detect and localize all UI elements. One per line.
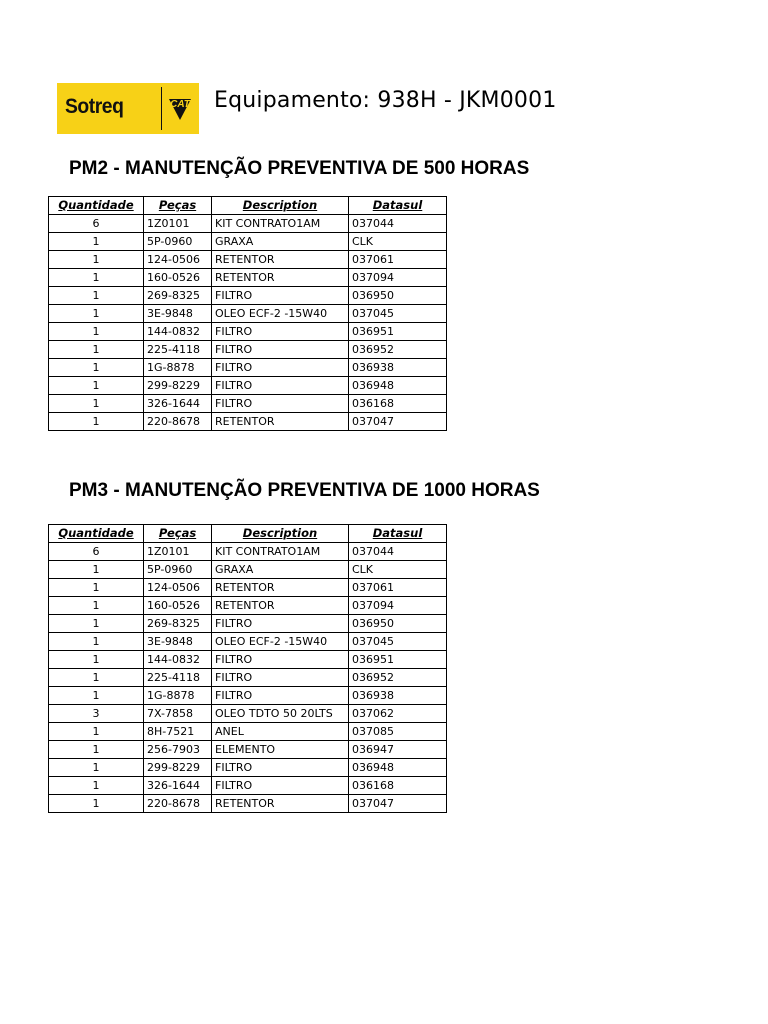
cell-datasul: CLK bbox=[349, 561, 447, 579]
table-row bbox=[49, 723, 447, 741]
cell-description: RETENTOR bbox=[212, 269, 349, 287]
cell-datasul: 037062 bbox=[349, 705, 447, 723]
table-row bbox=[49, 669, 447, 687]
cell-datasul: 037047 bbox=[349, 413, 447, 431]
header-pecas: Peças bbox=[144, 197, 212, 215]
table-row bbox=[49, 395, 447, 413]
cell-datasul: 036948 bbox=[349, 759, 447, 777]
cell-datasul: 036951 bbox=[349, 651, 447, 669]
cell-pecas: 160-0526 bbox=[144, 269, 212, 287]
header-quantidade: Quantidade bbox=[49, 525, 144, 543]
table-row bbox=[49, 741, 447, 759]
table-row bbox=[49, 233, 447, 251]
cell-description: RETENTOR bbox=[212, 251, 349, 269]
cell-pecas: 5P-0960 bbox=[144, 233, 212, 251]
cell-pecas: 299-8229 bbox=[144, 377, 212, 395]
cell-datasul: CLK bbox=[349, 233, 447, 251]
table-row bbox=[49, 633, 447, 651]
cell-datasul: 037044 bbox=[349, 215, 447, 233]
cell-description: FILTRO bbox=[212, 395, 349, 413]
pm3-parts-table bbox=[48, 524, 447, 813]
cell-pecas: 7X-7858 bbox=[144, 705, 212, 723]
table-row bbox=[49, 705, 447, 723]
table-row bbox=[49, 579, 447, 597]
pm3-title: PM3 - MANUTENÇÃO PREVENTIVA DE 1000 HORAS bbox=[69, 480, 540, 501]
cell-quantidade: 1 bbox=[49, 287, 144, 305]
cell-quantidade: 1 bbox=[49, 269, 144, 287]
cell-pecas: 269-8325 bbox=[144, 615, 212, 633]
cell-datasul: 037094 bbox=[349, 269, 447, 287]
cell-quantidade: 1 bbox=[49, 687, 144, 705]
cat-logo-icon bbox=[166, 93, 194, 123]
table-row bbox=[49, 777, 447, 795]
header-datasul: Datasul bbox=[349, 525, 447, 543]
cell-pecas: 225-4118 bbox=[144, 341, 212, 359]
cell-datasul: 036168 bbox=[349, 395, 447, 413]
cell-description: FILTRO bbox=[212, 615, 349, 633]
cell-pecas: 124-0506 bbox=[144, 579, 212, 597]
cell-quantidade: 1 bbox=[49, 305, 144, 323]
logo-divider bbox=[161, 87, 162, 130]
cell-description: GRAXA bbox=[212, 233, 349, 251]
cell-quantidade: 1 bbox=[49, 741, 144, 759]
cell-pecas: 3E-9848 bbox=[144, 633, 212, 651]
table-header-row bbox=[49, 525, 447, 543]
cell-description: RETENTOR bbox=[212, 579, 349, 597]
cell-datasul: 037085 bbox=[349, 723, 447, 741]
table-row bbox=[49, 377, 447, 395]
table-row bbox=[49, 795, 447, 813]
table-row bbox=[49, 359, 447, 377]
cell-quantidade: 1 bbox=[49, 561, 144, 579]
cell-datasul: 036938 bbox=[349, 687, 447, 705]
cell-datasul: 036947 bbox=[349, 741, 447, 759]
cell-quantidade: 1 bbox=[49, 777, 144, 795]
cell-description: FILTRO bbox=[212, 341, 349, 359]
cell-description: FILTRO bbox=[212, 323, 349, 341]
sotreq-logo-text: Sotreq bbox=[65, 95, 124, 118]
cell-datasul: 036938 bbox=[349, 359, 447, 377]
cell-description: FILTRO bbox=[212, 687, 349, 705]
cell-quantidade: 1 bbox=[49, 579, 144, 597]
header-quantidade: Quantidade bbox=[49, 197, 144, 215]
cell-pecas: 269-8325 bbox=[144, 287, 212, 305]
cell-pecas: 144-0832 bbox=[144, 323, 212, 341]
table-row bbox=[49, 341, 447, 359]
cell-pecas: 1Z0101 bbox=[144, 543, 212, 561]
table-row bbox=[49, 561, 447, 579]
cell-datasul: 036948 bbox=[349, 377, 447, 395]
table-row bbox=[49, 305, 447, 323]
cell-description: FILTRO bbox=[212, 651, 349, 669]
cell-quantidade: 1 bbox=[49, 395, 144, 413]
cell-pecas: 1G-8878 bbox=[144, 687, 212, 705]
cell-description: OLEO ECF-2 -15W40 bbox=[212, 305, 349, 323]
cell-description: GRAXA bbox=[212, 561, 349, 579]
cell-pecas: 225-4118 bbox=[144, 669, 212, 687]
header-description: Description bbox=[212, 197, 349, 215]
cell-datasul: 036168 bbox=[349, 777, 447, 795]
cell-datasul: 037061 bbox=[349, 579, 447, 597]
cell-quantidade: 1 bbox=[49, 413, 144, 431]
cell-description: FILTRO bbox=[212, 359, 349, 377]
cell-pecas: 326-1644 bbox=[144, 395, 212, 413]
cell-description: FILTRO bbox=[212, 377, 349, 395]
cell-description: ELEMENTO bbox=[212, 741, 349, 759]
pm2-title: PM2 - MANUTENÇÃO PREVENTIVA DE 500 HORAS bbox=[69, 158, 530, 179]
table-header-row bbox=[49, 197, 447, 215]
cell-description: RETENTOR bbox=[212, 795, 349, 813]
cell-datasul: 037045 bbox=[349, 305, 447, 323]
table-row bbox=[49, 287, 447, 305]
cell-description: OLEO ECF-2 -15W40 bbox=[212, 633, 349, 651]
cell-quantidade: 1 bbox=[49, 633, 144, 651]
cell-pecas: 5P-0960 bbox=[144, 561, 212, 579]
cell-description: FILTRO bbox=[212, 759, 349, 777]
cell-pecas: 220-8678 bbox=[144, 413, 212, 431]
cell-pecas: 1G-8878 bbox=[144, 359, 212, 377]
cell-datasul: 037094 bbox=[349, 597, 447, 615]
table-row bbox=[49, 687, 447, 705]
cell-quantidade: 1 bbox=[49, 795, 144, 813]
cell-description: KIT CONTRATO1AM bbox=[212, 215, 349, 233]
header-datasul: Datasul bbox=[349, 197, 447, 215]
table-row bbox=[49, 215, 447, 233]
table-row bbox=[49, 615, 447, 633]
cell-pecas: 8H-7521 bbox=[144, 723, 212, 741]
cell-quantidade: 1 bbox=[49, 759, 144, 777]
header-description: Description bbox=[212, 525, 349, 543]
cell-pecas: 1Z0101 bbox=[144, 215, 212, 233]
cell-quantidade: 6 bbox=[49, 215, 144, 233]
cat-logo-text: CAT bbox=[170, 99, 190, 110]
cell-pecas: 160-0526 bbox=[144, 597, 212, 615]
cell-quantidade: 1 bbox=[49, 341, 144, 359]
cell-quantidade: 1 bbox=[49, 359, 144, 377]
table-row bbox=[49, 323, 447, 341]
table-row bbox=[49, 413, 447, 431]
header-pecas: Peças bbox=[144, 525, 212, 543]
cell-quantidade: 1 bbox=[49, 377, 144, 395]
cell-datasul: 036952 bbox=[349, 341, 447, 359]
cell-datasul: 036951 bbox=[349, 323, 447, 341]
cell-quantidade: 6 bbox=[49, 543, 144, 561]
cell-quantidade: 1 bbox=[49, 651, 144, 669]
cell-pecas: 124-0506 bbox=[144, 251, 212, 269]
cell-pecas: 144-0832 bbox=[144, 651, 212, 669]
cell-pecas: 220-8678 bbox=[144, 795, 212, 813]
table-row bbox=[49, 651, 447, 669]
cell-description: ANEL bbox=[212, 723, 349, 741]
cell-datasul: 036950 bbox=[349, 615, 447, 633]
cell-description: FILTRO bbox=[212, 287, 349, 305]
equipment-label: Equipamento: 938H - JKM0001 bbox=[214, 88, 557, 113]
cell-quantidade: 1 bbox=[49, 597, 144, 615]
cell-pecas: 326-1644 bbox=[144, 777, 212, 795]
cell-pecas: 299-8229 bbox=[144, 759, 212, 777]
cell-datasul: 037047 bbox=[349, 795, 447, 813]
cell-quantidade: 1 bbox=[49, 233, 144, 251]
cell-description: KIT CONTRATO1AM bbox=[212, 543, 349, 561]
cell-pecas: 256-7903 bbox=[144, 741, 212, 759]
cell-datasul: 037061 bbox=[349, 251, 447, 269]
cell-quantidade: 1 bbox=[49, 723, 144, 741]
sotreq-cat-logo bbox=[57, 83, 199, 134]
cell-description: OLEO TDTO 50 20LTS bbox=[212, 705, 349, 723]
cell-description: RETENTOR bbox=[212, 413, 349, 431]
cell-quantidade: 1 bbox=[49, 251, 144, 269]
cell-description: RETENTOR bbox=[212, 597, 349, 615]
table-row bbox=[49, 543, 447, 561]
cell-pecas: 3E-9848 bbox=[144, 305, 212, 323]
cell-datasul: 037045 bbox=[349, 633, 447, 651]
cell-quantidade: 1 bbox=[49, 669, 144, 687]
cell-description: FILTRO bbox=[212, 669, 349, 687]
table-row bbox=[49, 269, 447, 287]
table-row bbox=[49, 759, 447, 777]
table-row bbox=[49, 251, 447, 269]
cell-datasul: 036952 bbox=[349, 669, 447, 687]
cell-quantidade: 1 bbox=[49, 323, 144, 341]
cell-datasul: 036950 bbox=[349, 287, 447, 305]
pm2-parts-table bbox=[48, 196, 447, 431]
table-row bbox=[49, 597, 447, 615]
cell-description: FILTRO bbox=[212, 777, 349, 795]
cell-datasul: 037044 bbox=[349, 543, 447, 561]
cell-quantidade: 3 bbox=[49, 705, 144, 723]
cell-quantidade: 1 bbox=[49, 615, 144, 633]
